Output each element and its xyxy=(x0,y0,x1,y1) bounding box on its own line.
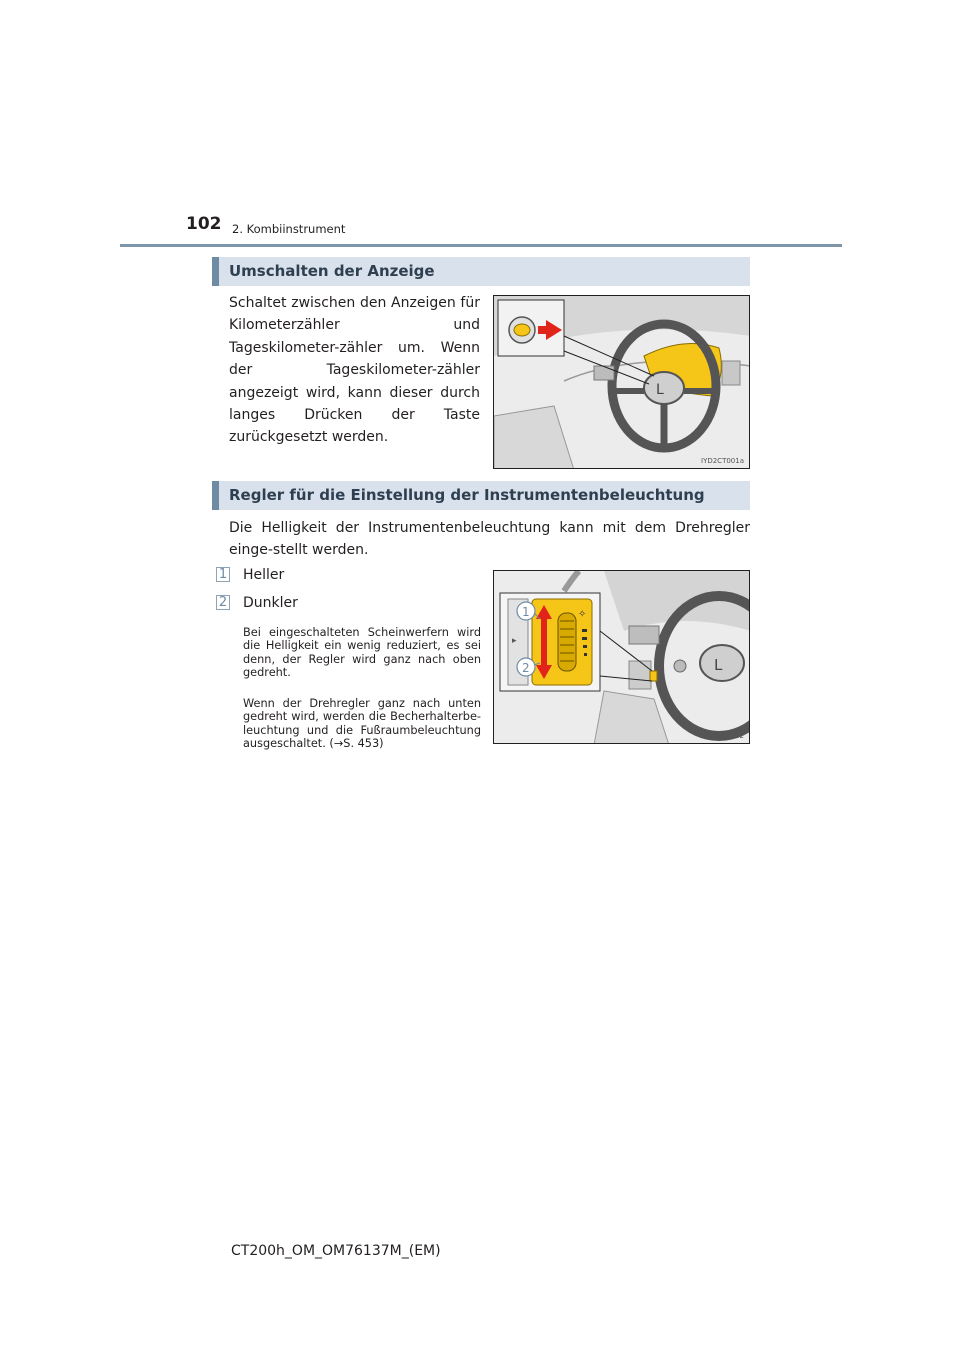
page-number: 102 xyxy=(186,214,222,234)
section-title: Umschalten der Anzeige xyxy=(229,262,435,280)
item-label-brighter: Heller xyxy=(243,567,285,583)
figure-code: IYD2CT001a xyxy=(701,457,744,465)
figure-dimmer-dial xyxy=(493,570,750,744)
section-heading-illumination xyxy=(212,481,750,510)
section-heading-display-switch xyxy=(212,257,750,286)
callout-1-label: 1 xyxy=(522,605,530,619)
svg-text:✧: ✧ xyxy=(578,609,587,620)
note-cupholder-lights: Wenn der Drehregler ganz nach unten gedreht wird, werden die Becherhalterbe-leuchtung und die Fußraumbeleuchtung ausgeschaltet. (→S. 453) xyxy=(243,697,481,751)
item-number-badge: 2 xyxy=(216,595,230,610)
callout-2-label: 2 xyxy=(522,661,530,675)
section-body-text: Schaltet zwischen den Anzeigen für Kilometerzähler und Tageskilometer-zähler um. Wenn der Tageskilometer-zähler angezeigt wird, kann dieser durch langes Drücken der Taste zurückgesetzt werden. xyxy=(229,295,480,446)
svg-text:L: L xyxy=(714,656,723,674)
section-intro-text: Die Helligkeit der Instrumentenbeleuchtung kann mit dem Drehregler einge-stellt werden. xyxy=(229,520,750,559)
section-title: Regler für die Einstellung der Instrumentenbeleuchtung xyxy=(229,486,705,504)
header-rule xyxy=(120,244,842,247)
item-number-badge: 1 xyxy=(216,567,230,582)
odometer-button xyxy=(514,324,530,336)
figure-odometer-button xyxy=(493,295,750,469)
figure-code: IYD2CT002 xyxy=(705,732,744,740)
dimmer-illustration xyxy=(494,571,750,744)
item-label-darker: Dunkler xyxy=(243,595,298,611)
note-headlights: Bei eingeschalteten Scheinwerfern wird die Helligkeit ein wenig reduziert, es sei denn, der Regler wird ganz nach oben gedreht. xyxy=(243,626,481,680)
footer-code: CT200h_OM_OM76137M_(EM) xyxy=(231,1243,441,1259)
svg-text:L: L xyxy=(656,382,664,398)
dashboard-illustration xyxy=(494,296,750,469)
svg-text:▸: ▸ xyxy=(512,636,517,646)
chapter-title: 2. Kombiinstrument xyxy=(232,222,346,236)
